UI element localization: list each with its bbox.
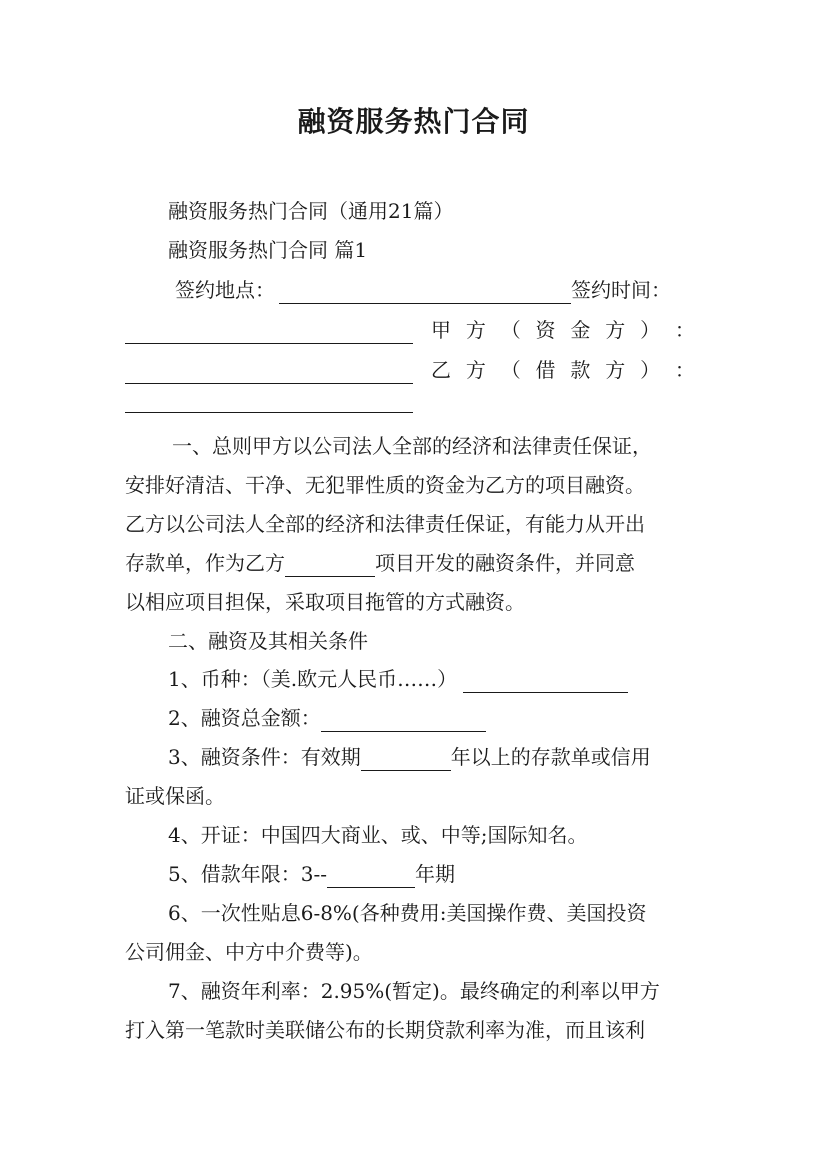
item-6-cont: 公司佣金、中方中介费等)。 <box>125 940 373 964</box>
item-4: 4、开证：中国四大商业、或、中等;国际知名。 <box>168 823 588 847</box>
section-heading-2: 二、融资及其相关条件 <box>168 629 368 653</box>
amount-blank <box>321 711 486 732</box>
paragraph-line: 乙方以公司法人全部的经济和法律责任保证，有能力从开出 <box>125 512 645 536</box>
item-6: 6、一次性贴息6-8%(各种费用:美国操作费、美国投资 <box>168 901 647 925</box>
subtitle-line: 融资服务热门合同（通用21篇） <box>168 199 454 223</box>
project-blank <box>285 556 375 577</box>
document-title: 融资服务热门合同 <box>297 105 530 138</box>
party-b-label: 乙 方 （ 借 款 方 ） ： <box>431 358 695 382</box>
signing-row <box>175 276 695 304</box>
paragraph-line: 安排好清洁、干净、无犯罪性质的资金为乙方的项目融资。 <box>125 473 645 497</box>
party-b-row <box>125 356 695 384</box>
party-a-blank <box>125 363 413 384</box>
paragraph-line: 存款单，作为乙方 项目开发的融资条件，并同意 <box>125 551 635 575</box>
sign-place-label: 签约地点： <box>175 278 275 302</box>
item-3: 3、融资条件：有效期 年以上的存款单或信用 <box>168 745 651 769</box>
item-1: 1、币种：（美.欧元人民币……） <box>168 665 708 693</box>
party-b-blank <box>125 392 413 413</box>
sign-place-blank <box>279 283 571 304</box>
party-a-row <box>125 316 695 344</box>
item-7-cont: 打入第一笔款时美联储公布的长期贷款利率为准，而且该利 <box>125 1018 645 1042</box>
item-5: 5、借款年限：3-- 年期 <box>168 862 455 886</box>
paragraph-line: 一、总则甲方以公司法人全部的经济和法律责任保证， <box>172 434 652 458</box>
currency-blank <box>463 672 628 693</box>
item-2: 2、融资总金额： <box>168 704 708 732</box>
validity-blank <box>361 750 451 771</box>
paragraph-line: 以相应项目担保，采取项目拖管的方式融资。 <box>125 590 525 614</box>
item-7: 7、融资年利率：2.95%(暂定)。最终确定的利率以甲方 <box>168 979 660 1003</box>
item-3-cont: 证或保函。 <box>125 784 225 808</box>
section-heading: 融资服务热门合同 篇1 <box>168 238 368 262</box>
sign-time-label: 签约时间： <box>571 278 671 302</box>
sign-time-blank <box>125 323 413 344</box>
term-blank <box>327 867 415 888</box>
party-b-blank-row <box>125 392 705 420</box>
party-a-label: 甲 方 （ 资 金 方 ） ： <box>431 318 695 342</box>
